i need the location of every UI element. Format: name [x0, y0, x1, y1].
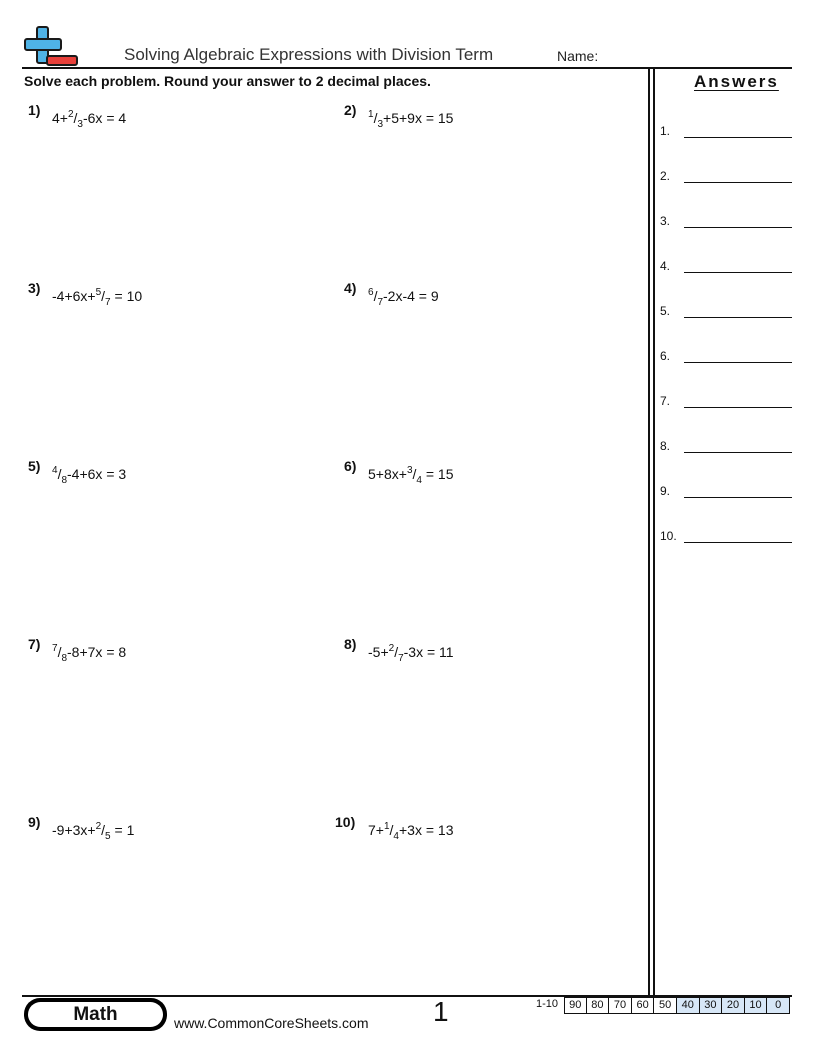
- answer-number: 9.: [660, 484, 671, 498]
- fraction-denominator: 5: [105, 831, 111, 842]
- score-cell: 80: [587, 997, 610, 1014]
- subject-badge-label: Math: [28, 1002, 163, 1027]
- fraction-denominator: 7: [398, 653, 404, 664]
- expression-text: /: [101, 288, 106, 304]
- expression-text: = 1: [110, 822, 135, 838]
- expression-text: /: [412, 466, 417, 482]
- fraction-numerator: 4: [52, 465, 58, 476]
- expression-text: /: [373, 110, 378, 126]
- problem-expression: [368, 287, 439, 308]
- score-cell: 30: [700, 997, 723, 1014]
- expression-text: -6x = 4: [82, 110, 127, 126]
- answer-number: 1.: [660, 124, 671, 138]
- answers-divider-left: [648, 67, 650, 996]
- expression-text: -8+7x = 8: [67, 644, 127, 660]
- answer-blank[interactable]: [684, 272, 792, 273]
- problem-expression: [52, 109, 126, 130]
- problem-expression: [52, 287, 142, 308]
- score-range-label: 1-10: [535, 998, 559, 1010]
- problem: [28, 458, 308, 488]
- expression-text: /: [73, 110, 78, 126]
- expression-text: -2x-4 = 9: [383, 288, 439, 304]
- answer-blank[interactable]: [684, 317, 792, 318]
- answer-number: 6.: [660, 349, 671, 363]
- problem: [28, 814, 308, 844]
- problem: [335, 814, 615, 844]
- answer-number: 8.: [660, 439, 671, 453]
- answers-title: Answers: [694, 72, 779, 91]
- problem-number: 10): [335, 814, 356, 830]
- fraction-numerator: 1: [383, 821, 390, 832]
- fraction-numerator: 3: [406, 465, 413, 476]
- answer-number: 7.: [660, 394, 671, 408]
- fraction-denominator: 7: [377, 297, 384, 308]
- problem-expression: [368, 109, 453, 130]
- problem: [344, 458, 624, 488]
- problem-expression: [368, 643, 454, 664]
- fraction-denominator: 7: [105, 297, 111, 308]
- problem: [344, 636, 624, 666]
- problem-number: 1): [28, 102, 41, 118]
- answer-number: 5.: [660, 304, 671, 318]
- problem-expression: [52, 465, 126, 486]
- fraction-numerator: 2: [388, 643, 395, 654]
- subject-badge: [24, 998, 167, 1031]
- score-cell: 10: [745, 997, 768, 1014]
- fraction-numerator: 2: [95, 821, 102, 832]
- expression-text: -5+: [368, 644, 389, 660]
- answer-line-1: [660, 124, 792, 144]
- expression-text: +3x = 13: [398, 822, 454, 838]
- expression-text: 7+: [368, 822, 384, 838]
- answer-line-5: [660, 304, 792, 324]
- page-number: 1: [433, 996, 449, 1027]
- answer-blank[interactable]: [684, 452, 792, 453]
- expression-text: /: [101, 822, 106, 838]
- fraction-numerator: 7: [52, 643, 58, 654]
- score-cell: 60: [632, 997, 655, 1014]
- expression-text: = 15: [421, 466, 454, 482]
- answers-divider-right: [653, 67, 655, 996]
- answer-line-4: [660, 259, 792, 279]
- answer-blank[interactable]: [684, 497, 792, 498]
- expression-text: -4+6x+: [52, 288, 96, 304]
- problem-number: 3): [28, 280, 41, 296]
- score-cell: 70: [609, 997, 632, 1014]
- problem: [28, 102, 308, 132]
- answer-number: 4.: [660, 259, 671, 273]
- fraction-denominator: 8: [61, 475, 68, 486]
- answer-blank[interactable]: [684, 182, 792, 183]
- answer-line-6: [660, 349, 792, 369]
- expression-text: -3x = 11: [403, 644, 454, 660]
- problem-expression: [368, 465, 453, 486]
- expression-text: 5+8x+: [368, 466, 407, 482]
- problem: [28, 636, 308, 666]
- answer-line-7: [660, 394, 792, 414]
- answer-number: 10.: [660, 529, 677, 543]
- expression-text: 4+: [52, 110, 68, 126]
- problem-number: 2): [344, 102, 357, 118]
- expression-text: /: [57, 644, 62, 660]
- expression-text: /: [394, 644, 399, 660]
- answer-line-10: [660, 529, 792, 549]
- expression-text: -4+6x = 3: [67, 466, 127, 482]
- problem: [28, 280, 308, 310]
- problem-number: 9): [28, 814, 41, 830]
- score-cell: 0: [767, 997, 790, 1014]
- answer-line-9: [660, 484, 792, 504]
- score-cell: 90: [564, 997, 587, 1014]
- expression-text: /: [389, 822, 394, 838]
- name-label: Name:: [557, 48, 599, 64]
- problem-expression: [52, 643, 126, 664]
- site-url: www.CommonCoreSheets.com: [174, 1015, 369, 1031]
- answer-blank[interactable]: [684, 542, 792, 543]
- answer-line-3: [660, 214, 792, 234]
- fraction-denominator: 3: [77, 119, 83, 130]
- answer-line-2: [660, 169, 792, 189]
- score-cell: 40: [677, 997, 700, 1014]
- answer-number: 2.: [660, 169, 671, 183]
- answer-blank[interactable]: [684, 227, 792, 228]
- expression-text: /: [373, 288, 378, 304]
- problem-number: 6): [344, 458, 357, 474]
- problem-expression: [368, 821, 453, 842]
- fraction-denominator: 4: [416, 475, 422, 486]
- expression-text: -9+3x+: [52, 822, 96, 838]
- answer-number: 3.: [660, 214, 671, 228]
- problem-number: 8): [344, 636, 357, 652]
- fraction-numerator: 6: [368, 287, 374, 298]
- problem-number: 5): [28, 458, 41, 474]
- expression-text: +5+9x = 15: [383, 110, 454, 126]
- problem: [344, 280, 624, 310]
- plus-minus-logo-icon: [22, 24, 80, 68]
- instructions: Solve each problem. Round your answer to 2 decimal places.: [24, 73, 431, 89]
- fraction-denominator: 4: [393, 831, 399, 842]
- fraction-numerator: 1: [368, 109, 374, 120]
- expression-text: /: [57, 466, 62, 482]
- problem-number: 4): [344, 280, 357, 296]
- problem-expression: [52, 821, 134, 842]
- fraction-denominator: 3: [377, 119, 384, 130]
- fraction-numerator: 5: [95, 287, 102, 298]
- header-divider: [22, 67, 792, 69]
- fraction-denominator: 8: [61, 653, 68, 664]
- answer-blank[interactable]: [684, 362, 792, 363]
- score-cell: 50: [654, 997, 677, 1014]
- problem: [344, 102, 624, 132]
- score-cell: 20: [722, 997, 745, 1014]
- problem-number: 7): [28, 636, 41, 652]
- worksheet-title: Solving Algebraic Expressions with Division Term: [124, 45, 494, 64]
- score-table: [530, 997, 790, 1014]
- fraction-numerator: 2: [67, 109, 74, 120]
- answer-line-8: [660, 439, 792, 459]
- answer-blank[interactable]: [684, 407, 792, 408]
- answer-blank[interactable]: [684, 137, 792, 138]
- expression-text: = 10: [110, 288, 143, 304]
